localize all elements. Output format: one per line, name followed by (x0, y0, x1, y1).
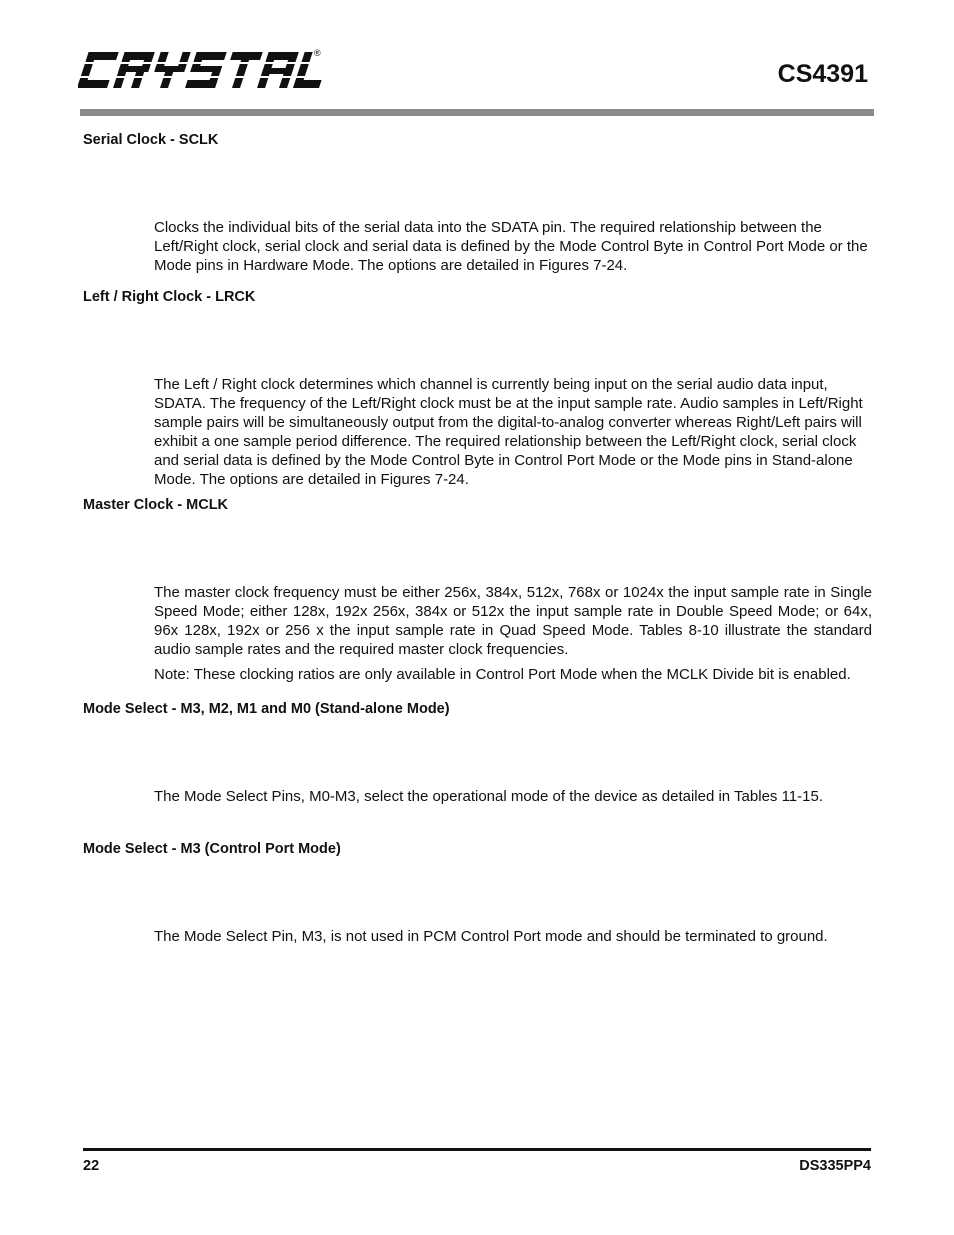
sclk-description: Clocks the individual bits of the serial data into the SDATA pin. The required relationship between the Left/Right clock, serial clock and serial data is defined by the Mode Control Byte in Control Port Mode or the Mode pins in Hardware Mode. The options are detailed in Figures 7-24. (154, 219, 868, 274)
crystal-logo-image (78, 48, 326, 92)
mode-select-control-port-description: The Mode Select Pin, M3, is not used in PCM Control Port mode and should be terminated to ground. (154, 928, 828, 945)
footer-rule (83, 1148, 871, 1151)
mode-select-standalone-description: The Mode Select Pins, M0-M3, select the operational mode of the device as detailed in Tables 11-15. (154, 788, 823, 805)
section-heading-sclk: Serial Clock - SCLK (83, 132, 219, 148)
header-rule (80, 109, 874, 116)
lrck-description: The Left / Right clock determines which channel is currently being input on the serial audio data input, SDATA. The frequency of the Left/Right clock must be at the input sample rate. Audio samples in Left/Right sample pairs will be simultaneously output from the digital-to-analog converter whereas Right/Left pairs will exhibit a one sample period difference. The required relationship between the Left/Right clock, serial clock and serial data is defined by the Mode Control Byte in Control Port Mode or the Mode pins in Stand-alone Mode. The options are detailed in Figures 7-24. (154, 376, 863, 488)
section-heading-mode-select-control-port: Mode Select - M3 (Control Port Mode) (83, 841, 341, 857)
section-heading-mclk: Master Clock - MCLK (83, 497, 229, 513)
mclk-description: The master clock frequency must be either 256x, 384x, 512x, 768x or 1024x the input sample rate in Single Speed Mode; either 128x, 192x 256x, 384x or 512x the input sample rate in Double Speed Mode; or 64x, 96x 128x, 192x or 256 x the input sample rate in Quad Speed Mode. Tables 8-10 illustrate the standard audio sample rates and the required master clock frequencies. (154, 584, 872, 658)
section-heading-mode-select-standalone: Mode Select - M3, M2, M1 and M0 (Stand-alone Mode) (83, 701, 450, 717)
document-id: DS335PP4 (799, 1158, 871, 1174)
mclk-note: Note: These clocking ratios are only available in Control Port Mode when the MCLK Divide bit is enabled. (154, 666, 851, 683)
crystal-logo (78, 48, 326, 92)
registered-mark: ® (314, 48, 321, 58)
part-number: CS4391 (777, 60, 868, 88)
page-number: 22 (83, 1158, 100, 1174)
section-heading-lrck: Left / Right Clock - LRCK (83, 289, 256, 305)
